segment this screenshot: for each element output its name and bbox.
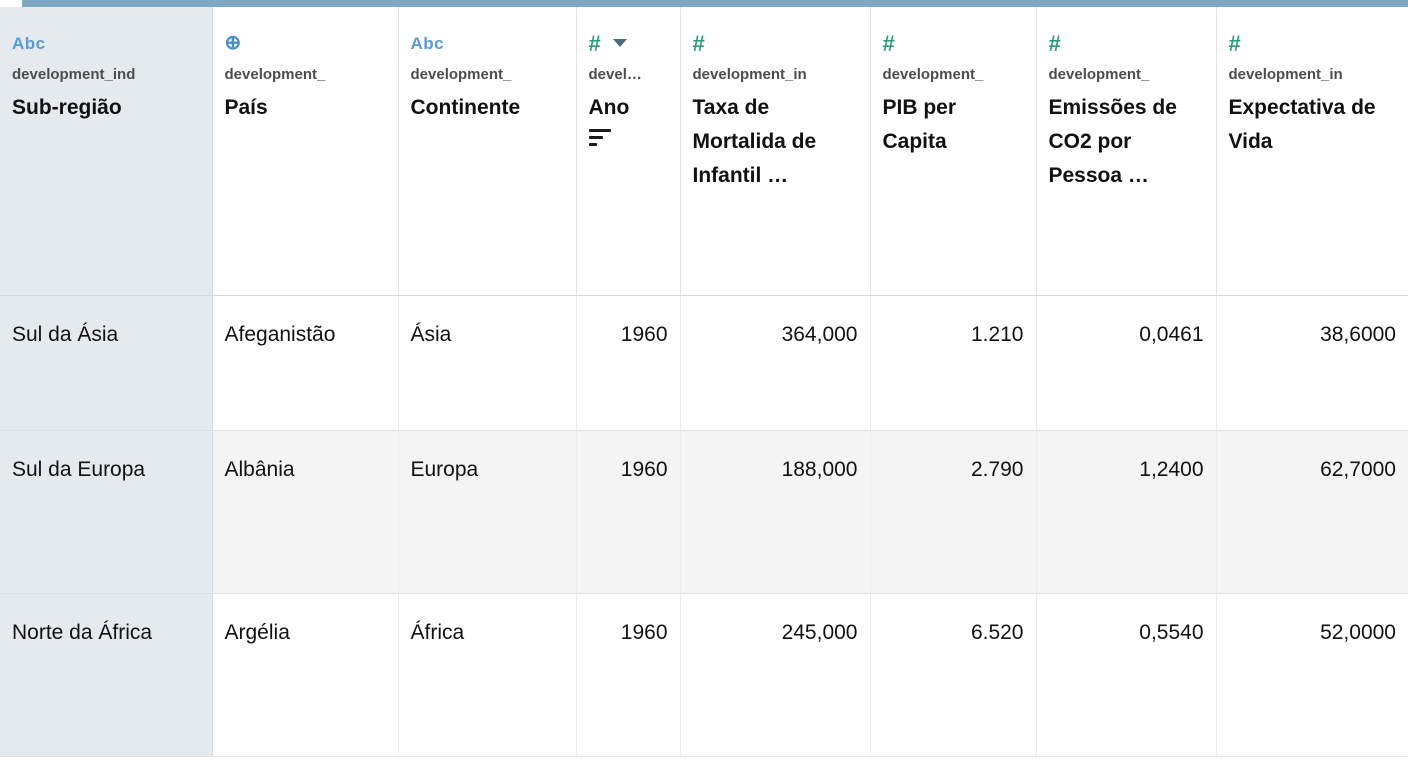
column-header-pib-per-capita[interactable] — [870, 0, 1036, 295]
cell-continente: Europa — [398, 430, 576, 593]
number-icon: # — [588, 30, 601, 56]
column-title: Emissões de CO2 por Pessoa … — [1048, 96, 1177, 187]
column-field-name: development_ — [882, 66, 984, 83]
chevron-down-icon[interactable] — [613, 39, 627, 47]
cell-sub-regiao: Sul da Europa — [0, 430, 212, 593]
cell-emissoes-co2: 0,0461 — [1036, 295, 1216, 430]
column-title: Taxa de Mortalida de Infantil … — [692, 96, 817, 187]
cell-sub-regiao: Norte da África — [0, 593, 212, 756]
column-header-continente[interactable] — [398, 0, 576, 295]
column-header-expectativa-vida[interactable] — [1216, 0, 1408, 295]
cell-taxa-mortalidade-infantil: 188,000 — [680, 430, 870, 593]
table-row[interactable] — [0, 593, 1408, 756]
column-header-taxa-mortalidade-infantil[interactable] — [680, 0, 870, 295]
abc-icon: Abc — [410, 33, 445, 53]
column-header-emissoes-co2[interactable] — [1036, 0, 1216, 295]
abc-icon: Abc — [12, 33, 46, 53]
number-icon: # — [882, 30, 895, 56]
cell-pib-per-capita: 2.790 — [870, 430, 1036, 593]
accent-bar-gap — [0, 0, 22, 7]
cell-pib-per-capita: 1.210 — [870, 295, 1036, 430]
table-row[interactable] — [0, 430, 1408, 593]
sort-ascending-icon[interactable] — [589, 129, 615, 146]
cell-pais: Afeganistão — [212, 295, 398, 430]
column-title: PIB per Capita — [882, 96, 957, 153]
number-icon: # — [1228, 30, 1241, 56]
column-field-name: development_ — [410, 66, 512, 83]
column-field-name: development_ind — [12, 66, 136, 83]
column-header-ano[interactable] — [576, 0, 680, 295]
table-body — [0, 295, 1408, 756]
column-title: Expectativa de Vida — [1228, 96, 1376, 153]
cell-emissoes-co2: 1,2400 — [1036, 430, 1216, 593]
column-title: Sub-região — [12, 96, 122, 119]
column-title: País — [224, 96, 268, 119]
cell-ano: 1960 — [576, 430, 680, 593]
column-header-sub-regiao[interactable] — [0, 0, 212, 295]
column-field-name: development_in — [1228, 66, 1343, 83]
cell-ano: 1960 — [576, 295, 680, 430]
cell-pib-per-capita: 6.520 — [870, 593, 1036, 756]
column-field-name: development_ — [224, 66, 326, 83]
number-icon: # — [1048, 30, 1061, 56]
cell-continente: Ásia — [398, 295, 576, 430]
column-title: Continente — [410, 96, 521, 119]
cell-taxa-mortalidade-infantil: 364,000 — [680, 295, 870, 430]
top-accent-bar — [0, 0, 1408, 7]
cell-taxa-mortalidade-infantil: 245,000 — [680, 593, 870, 756]
cell-expectativa-vida: 52,0000 — [1216, 593, 1408, 756]
cell-continente: África — [398, 593, 576, 756]
column-field-name: development_in — [692, 66, 807, 83]
table-row[interactable] — [0, 295, 1408, 430]
cell-emissoes-co2: 0,5540 — [1036, 593, 1216, 756]
cell-ano: 1960 — [576, 593, 680, 756]
cell-expectativa-vida: 38,6000 — [1216, 295, 1408, 430]
cell-pais: Argélia — [212, 593, 398, 756]
column-header-pais[interactable] — [212, 0, 398, 295]
cell-sub-regiao: Sul da Ásia — [0, 295, 212, 430]
cell-pais: Albânia — [212, 430, 398, 593]
column-title: Ano — [588, 96, 630, 119]
globe-icon: ⊕ — [224, 31, 242, 54]
table-header-row — [0, 0, 1408, 295]
number-icon: # — [692, 30, 705, 56]
cell-expectativa-vida: 62,7000 — [1216, 430, 1408, 593]
column-field-name: devel… — [588, 66, 642, 83]
column-field-name: development_ — [1048, 66, 1150, 83]
